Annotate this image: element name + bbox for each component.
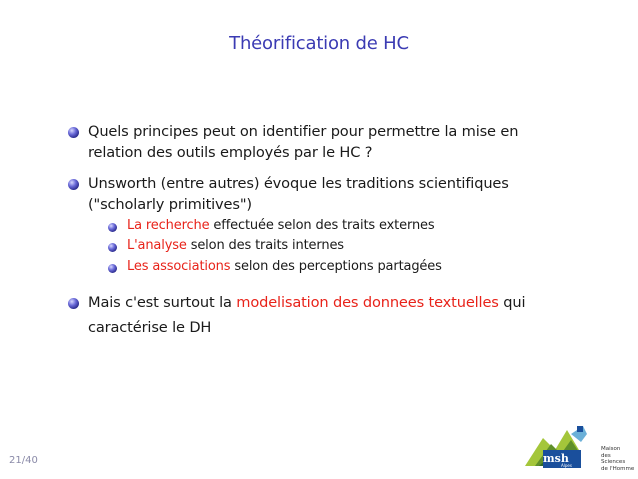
bullet-text-line: Quels principes peut on identifier pour permettre la mise en [88,123,519,140]
sub-bullet-icon [108,223,117,232]
logo-caption-line: Maison [601,446,621,452]
sub-bullet-text: selon des perceptions partagées [230,259,442,274]
sub-bullet-highlight: La recherche [127,218,210,233]
slide-title: Théorification de HC [229,33,409,54]
logo-caption-line: de l'Homme [601,465,635,472]
bullet-icon [68,127,79,138]
bullet-text-line: caractérise le DH [88,319,212,336]
sub-bullet-item [127,237,597,255]
bullet-text: Mais c'est surtout la [88,294,237,311]
bullet-text-line [88,292,588,313]
logo-subword: Alpes [561,463,572,468]
sub-bullet-item [127,258,597,276]
sub-bullet-icon [108,243,117,252]
logo-caption-line: des Sciences [601,452,626,465]
bullet-text: qui [498,294,526,311]
sub-bullet-icon [108,264,117,273]
bullet-item [88,292,588,338]
logo-caption [601,446,635,472]
page-number: 21/40 [9,455,38,466]
sub-bullet-highlight: L'analyse [127,238,187,253]
bullet-text-line: Unsworth (entre autres) évoque les traditions scientifiques [88,175,509,192]
bullet-icon [68,179,79,190]
bullet-item [88,121,588,163]
logo-word: msh [543,452,569,465]
bullet-icon [68,298,79,309]
bullet-item [88,173,588,215]
sub-bullet-item [127,217,597,235]
sub-bullet-text: selon des traits internes [186,238,344,253]
sub-bullet-highlight: Les associations [127,259,231,274]
bullet-highlight: modelisation des donnees textuelles [236,294,499,311]
bullet-text-line: relation des outils employés par le HC ? [88,144,373,161]
sub-bullet-text: effectuée selon des traits externes [209,218,435,233]
bullet-text-line: ("scholarly primitives") [88,196,252,213]
